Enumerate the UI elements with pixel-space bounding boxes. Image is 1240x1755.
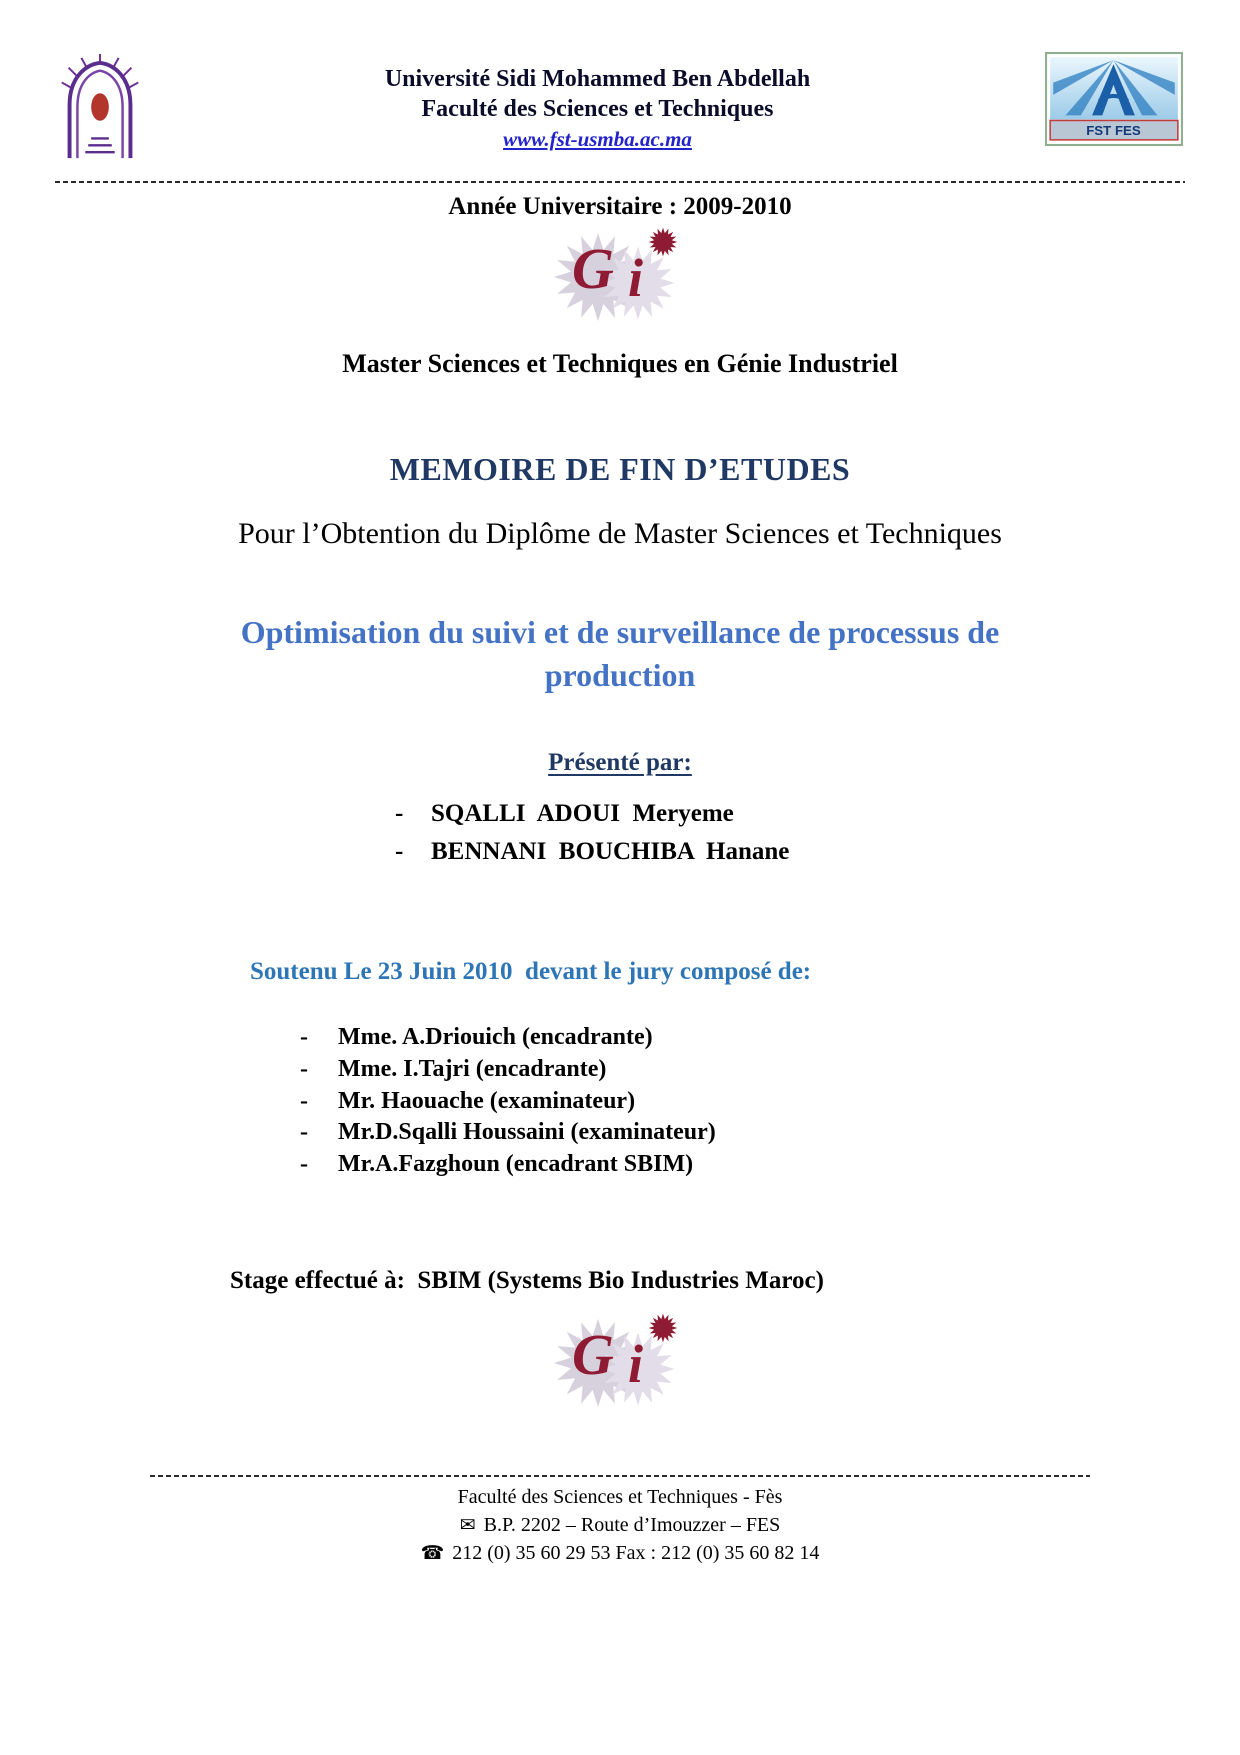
footer (55, 1483, 1185, 1568)
dashed-separator-top (55, 181, 1185, 183)
bullet-dash: - (300, 1151, 308, 1178)
bullet-dash: - (300, 1024, 308, 1051)
website-link[interactable]: www.fst-usmba.ac.ma (503, 127, 692, 151)
gi-logo (540, 227, 700, 327)
starburst-dot-icon (648, 227, 678, 257)
gi-logo (540, 1313, 700, 1413)
bullet-dash: - (300, 1056, 308, 1083)
starburst-dot-icon (648, 1313, 678, 1343)
university-emblem-icon (55, 52, 145, 162)
gi-letter-i: i (628, 1333, 644, 1394)
jury-member: Mr.A.Fazghoun (encadrant SBIM) (338, 1151, 694, 1178)
bullet-dash: - (300, 1087, 308, 1114)
jury-item (300, 1022, 1185, 1054)
fst-fes-logo (1045, 52, 1185, 151)
author-name: SQALLI ADOUI Meryeme (431, 800, 734, 828)
gi-letter-i: i (628, 248, 644, 308)
header (55, 52, 1185, 167)
author-item (395, 795, 1185, 833)
internship-line: Stage effectué à: SBIM (Systems Bio Industries Maroc) (230, 1266, 824, 1294)
memoire-title: MEMOIRE DE FIN D’ETUDES (389, 451, 851, 487)
academic-year: Année Universitaire : 2009-2010 (448, 193, 792, 220)
jury-member: Mme. I.Tajri (encadrante) (338, 1056, 607, 1083)
bullet-dash: - (395, 800, 404, 828)
jury-member: Mr. Haouache (examinateur) (338, 1087, 636, 1114)
jury-item (300, 1054, 1185, 1086)
gi-letter-g: G (572, 236, 614, 301)
phone-icon: ☎ (420, 1543, 445, 1565)
footer-address-line (55, 1511, 1185, 1540)
presented-by-label: Présenté par: (548, 749, 692, 777)
jury-item (300, 1149, 1185, 1181)
thesis-title: Optimisation du suivi et de surveillance de processus de production (240, 614, 1000, 694)
footer-address-text: B.P. 2202 – Route d’Imouzzer – FES (483, 1513, 781, 1536)
envelope-icon: ✉ (459, 1514, 476, 1536)
jury-item (300, 1086, 1185, 1118)
gi-letter-g: G (572, 1321, 614, 1387)
footer-faculty-line: Faculté des Sciences et Techniques - Fès (457, 1485, 783, 1508)
jury-member: Mr.D.Sqalli Houssaini (examinateur) (338, 1119, 716, 1146)
author-name: BENNANI BOUCHIBA Hanane (431, 837, 790, 865)
bullet-dash: - (395, 837, 404, 865)
jury-list (55, 1022, 1185, 1180)
university-name: Université Sidi Mohammed Ben Abdellah (384, 66, 811, 92)
fst-logo-label: FST FES (1086, 122, 1141, 138)
footer-phone-line (55, 1539, 1185, 1568)
header-text-block (150, 52, 1045, 152)
jury-item (300, 1117, 1185, 1149)
bullet-dash: - (300, 1119, 308, 1146)
footer-phone-text: 212 (0) 35 60 29 53 Fax : 212 (0) 35 60 82 14 (452, 1542, 820, 1565)
jury-member: Mme. A.Driouich (encadrante) (338, 1024, 653, 1051)
master-program-line: Master Sciences et Techniques en Génie Industriel (342, 349, 898, 378)
author-item (395, 833, 1185, 871)
fst-fes-logo-icon (1045, 52, 1183, 146)
memoire-subtitle: Pour l’Obtention du Diplôme de Master Sciences et Techniques (238, 517, 1002, 550)
authors-list (55, 795, 1185, 870)
university-emblem-logo (55, 52, 150, 167)
defense-line: Soutenu Le 23 Juin 2010 devant le jury composé de: (250, 958, 812, 986)
faculty-name: Faculté des Sciences et Techniques (421, 96, 774, 122)
dashed-separator-bottom (150, 1475, 1090, 1477)
